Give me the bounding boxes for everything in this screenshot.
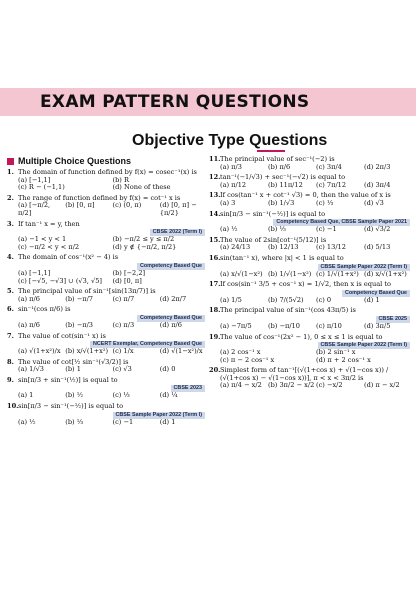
answer-options [7,366,207,374]
question-text: Simplest form of tan⁻¹[(√(1+cos x) + √(1−cos x)) / (√(1+cos x) − √(1−cos x))], π < x < 3π/2 is [220,366,389,382]
answer-option: (b) ⅓ [65,417,84,426]
answer-option: (c) 0 [316,295,332,304]
answer-option: (d) None of these [112,183,171,192]
question-text: The principal value of sin⁻¹(cos 43π/5) is [220,306,356,315]
question-item [209,237,412,252]
answer-option: (a) π/6 [18,294,40,303]
answer-option: (a) π/3 [220,162,242,171]
answer-option: (b) 12/13 [268,243,299,252]
question-text: The principal value of sec⁻¹(−2) is [220,155,335,163]
question-item [7,306,207,329]
answer-option: (d) π + 2 cos⁻¹ x [316,355,371,364]
question-text: sin[π/3 + sin⁻¹(½)] is equal to [18,375,118,384]
answer-option: (d) √3/2 [364,225,391,234]
answer-option: (c) 1/x [112,347,134,356]
answer-option: (a) π/12 [220,180,247,189]
answer-option: (b) [−2,2] [112,268,146,277]
answer-options [209,164,412,172]
answer-options [7,270,207,285]
answer-option: (d) 5/13 [364,243,391,252]
question-line [209,307,412,315]
answer-option: (a) −7π/5 [220,321,252,330]
question-item [209,211,412,234]
answer-option: (c) ⅓ [316,198,334,207]
question-text: sin[π/3 − sin⁻¹(−½)] is equal to [18,402,124,411]
question-text: The value of cot[½ sin⁻¹(√3/2)] is [18,357,129,366]
question-line [7,221,207,229]
question-item [209,281,412,304]
banner-title: EXAM PATTERN QUESTIONS [40,92,310,112]
answer-option: (c) 1/√(1+x²) [316,269,359,278]
answer-option: (c) π/3 [112,320,135,329]
answer-option: (c) ⅓ [112,391,130,400]
answer-option: (d) 2π/7 [159,294,187,303]
source-tag: Competency Based Que [137,315,205,322]
answer-option: (c) R − (−1,1) [18,183,65,192]
section-underline [257,150,285,152]
question-text: The value of cos⁻¹(2x² − 1), 0 ≤ x ≤ 1 is equal to [220,332,383,341]
answer-options [7,296,207,304]
answer-option: (a) 2 cos⁻¹ x [220,348,261,357]
source-tag: CBSE 2023 [171,385,205,392]
question-line [7,254,207,262]
answer-option: (c) π/10 [316,321,342,330]
answer-option: (d) √3 [364,198,384,207]
question-text: The range of function defined by f(x) = cot⁻¹ x is [18,193,181,202]
answer-option: (a) π/6 [18,320,40,329]
source-tag: Competency Based Que, CBSE Sample Paper 2021 [273,219,410,226]
answer-option: (b) −π/3 [65,320,93,329]
question-number: 14. [209,209,221,218]
question-number: 18. [209,306,221,315]
source-tag: CBSE Sample Paper 2022 (Term I) [318,342,410,349]
question-item [7,288,207,303]
answer-option: (b) 1/√3 [268,198,295,207]
answer-option: (d) 2π/3 [364,162,391,171]
answer-option: (d) 0 [159,365,176,374]
source-tag: CBSE Sample Paper 2022 (Term I) [318,264,410,271]
question-text: The value of cot(sin⁻¹ x) is [18,331,106,340]
right-column [209,156,412,393]
answer-option: (c) −1 [112,417,134,426]
answer-option: (d) ¼ [159,391,178,400]
question-line [209,281,412,289]
answer-option: (b) −π/2 ≤ y ≤ π/2 [112,235,175,244]
answer-options [209,297,412,305]
question-line [7,377,207,385]
answer-option: (b) π/6 [268,162,291,171]
question-item [209,367,412,390]
answer-option: (d) x/√(1+x²) [364,269,407,278]
answer-option: (c) [−√5, −√3] ∪ (√3, √5] [18,276,102,285]
answer-options [7,202,207,217]
question-item [7,195,207,218]
answer-option: (a) 1/√3 [18,365,44,374]
question-line [7,333,207,341]
question-item [209,192,412,207]
right-question-list [209,156,412,390]
answer-option: (d) π − x/2 [364,381,400,390]
question-item [209,307,412,330]
answer-options [209,323,412,331]
question-item [7,333,207,356]
question-number: 15. [209,235,221,244]
question-number: 16. [209,253,221,262]
answer-option: (d) 3π/5 [364,321,391,330]
question-line [7,306,207,314]
answer-options [209,182,412,190]
question-item [209,255,412,278]
answer-option: (a) ½ [18,417,36,426]
mcq-heading-text: Multiple Choice Questions [18,156,132,166]
question-number: 4. [7,253,14,262]
source-tag: CBSE Sample Paper 2022 (Term I) [113,412,205,419]
question-item [7,169,207,192]
answer-option: (a) 3 [220,198,236,207]
source-tag: Competency Based Que [137,263,205,270]
answer-option: (b) x/√(1+x²) [65,347,109,356]
question-line [209,367,412,382]
answer-option: (a) x/√(1−x²) [220,269,263,278]
question-text: The principal value of sin⁻¹[sin(13π/7)] is [18,287,156,296]
answer-option: (c) −x/2 [316,381,343,390]
question-number: 8. [7,357,14,366]
question-number: 5. [7,287,14,296]
question-number: 19. [209,332,221,341]
question-text: If cos(sin⁻¹ 3/5 + cos⁻¹ x) = 1/√2, then x is equal to [220,280,391,289]
question-text: The value of 2sin[cot⁻¹(5/12)] is [220,235,327,244]
exam-pattern-banner [0,88,416,116]
answer-option: (b) 2 sin⁻¹ x [316,348,356,357]
question-text: sin(tan⁻¹ x), where |x| < 1 is equal to [220,253,344,262]
question-item [209,174,412,189]
source-tag: NCERT Exemplar, Competency Based Que [90,341,205,348]
answer-option: (d) √(1−x²)/x [159,347,203,356]
answer-option: (a) √(1+x²)/x [18,347,61,356]
answer-option: (c) √3 [112,365,132,374]
section-title: Objective Type Questions [132,132,328,149]
answer-options [7,177,207,192]
question-item [209,156,412,171]
answer-option: (a) [−1,1] [18,268,51,277]
answer-option: (d) [0, π] [112,276,142,285]
answer-option: (c) (0, π) [112,201,142,210]
left-column [7,156,207,429]
question-text: If tan⁻¹ x = y, then [18,219,80,228]
mcq-heading [7,156,207,167]
question-text: The domain of cos⁻¹(x² − 4) is [18,253,119,262]
answer-options [209,200,412,208]
question-text: sin[π/3 − sin⁻¹(−½)] is equal to [220,209,326,218]
answer-option: (b) [0, π] [65,201,95,210]
answer-options [7,236,207,251]
answer-option: (d) 1 [364,295,380,304]
answer-option: (d) 1 [159,417,176,426]
question-number: 1. [7,168,14,176]
answer-option: (d) 3π/4 [364,180,391,189]
answer-options [209,382,412,390]
answer-option: (b) 1/√(1−x²) [268,269,312,278]
question-line [209,255,412,263]
answer-option: (d) [0, π] − {π/2} [159,201,197,217]
answer-option: (b) 1 [65,365,81,374]
question-item [7,359,207,374]
answer-option: (b) −π/10 [268,321,300,330]
question-item [209,334,412,365]
answer-option: (c) −1 [316,225,337,234]
answer-options [209,226,412,234]
question-number: 10. [7,402,19,411]
question-number: 17. [209,280,221,289]
question-number: 11. [209,155,221,163]
answer-option: (b) 11π/12 [268,180,303,189]
answer-option: (b) −π/7 [65,294,93,303]
question-number: 3. [7,219,14,228]
question-number: 6. [7,305,14,314]
answer-option: (c) π − 2 cos⁻¹ x [220,355,275,364]
question-item [7,377,207,400]
answer-option: (d) π/6 [159,320,182,329]
answer-option: (c) 7π/12 [316,180,347,189]
answer-option: (b) ⅓ [268,225,286,234]
answer-options [7,419,207,427]
answer-option: (a) [−1,1] [18,175,51,184]
answer-option: (d) y ∉ {−π/2, π/2} [112,242,177,251]
answer-options [209,349,412,364]
source-tag: CBSE 2022 (Term I) [150,229,205,236]
answer-option: (b) R [112,175,129,184]
source-tag-line [7,411,207,419]
answer-option: (b) ½ [65,391,84,400]
left-question-list [7,169,207,426]
question-text: tan⁻¹(−1/√3) + sec⁻¹(−√2) is equal to [220,173,346,182]
question-text: If cos(tan⁻¹ x + cot⁻¹ √3) = 0, then the value of x is [220,191,391,200]
answer-options [209,244,412,252]
answer-option: (a) [−π/2, π/2] [18,201,51,217]
answer-option: (a) 1 [18,391,34,400]
source-tag: Competency Based Que [342,290,410,297]
answer-option: (b) 3π/2 − x/2 [268,381,315,390]
source-tag: CBSE 2025 [376,316,410,323]
answer-option: (c) 13/12 [316,243,346,252]
answer-option: (a) 24/13 [220,243,251,252]
answer-options [209,271,412,279]
answer-options [7,322,207,330]
answer-option: (c) −π/2 < y < π/2 [18,242,80,251]
answer-option: (c) 3π/4 [316,162,342,171]
answer-option: (a) −1 < y < 1 [18,235,67,244]
answer-option: (a) 1/5 [220,295,242,304]
answer-option: (b) 7/(5√2) [268,295,304,304]
question-line [209,211,412,219]
question-number: 2. [7,193,14,202]
question-text: sin⁻¹(cos π/6) is [18,305,71,314]
question-number: 13. [209,191,221,200]
bullet-square-icon [7,158,14,165]
question-item [7,254,207,285]
question-number: 9. [7,375,14,384]
question-item [7,221,207,252]
answer-option: (a) π/4 − x/2 [220,381,262,390]
question-line [7,403,207,411]
question-item [7,403,207,426]
question-number: 20. [209,366,221,375]
question-number: 12. [209,173,221,182]
answer-options [7,348,207,356]
answer-option: (c) π/7 [112,294,135,303]
question-text: The domain of function defined by f(x) = cosec⁻¹(x) is [18,168,197,176]
question-line [209,334,412,342]
answer-options [7,392,207,400]
answer-option: (a) ½ [220,225,238,234]
question-number: 7. [7,331,14,340]
